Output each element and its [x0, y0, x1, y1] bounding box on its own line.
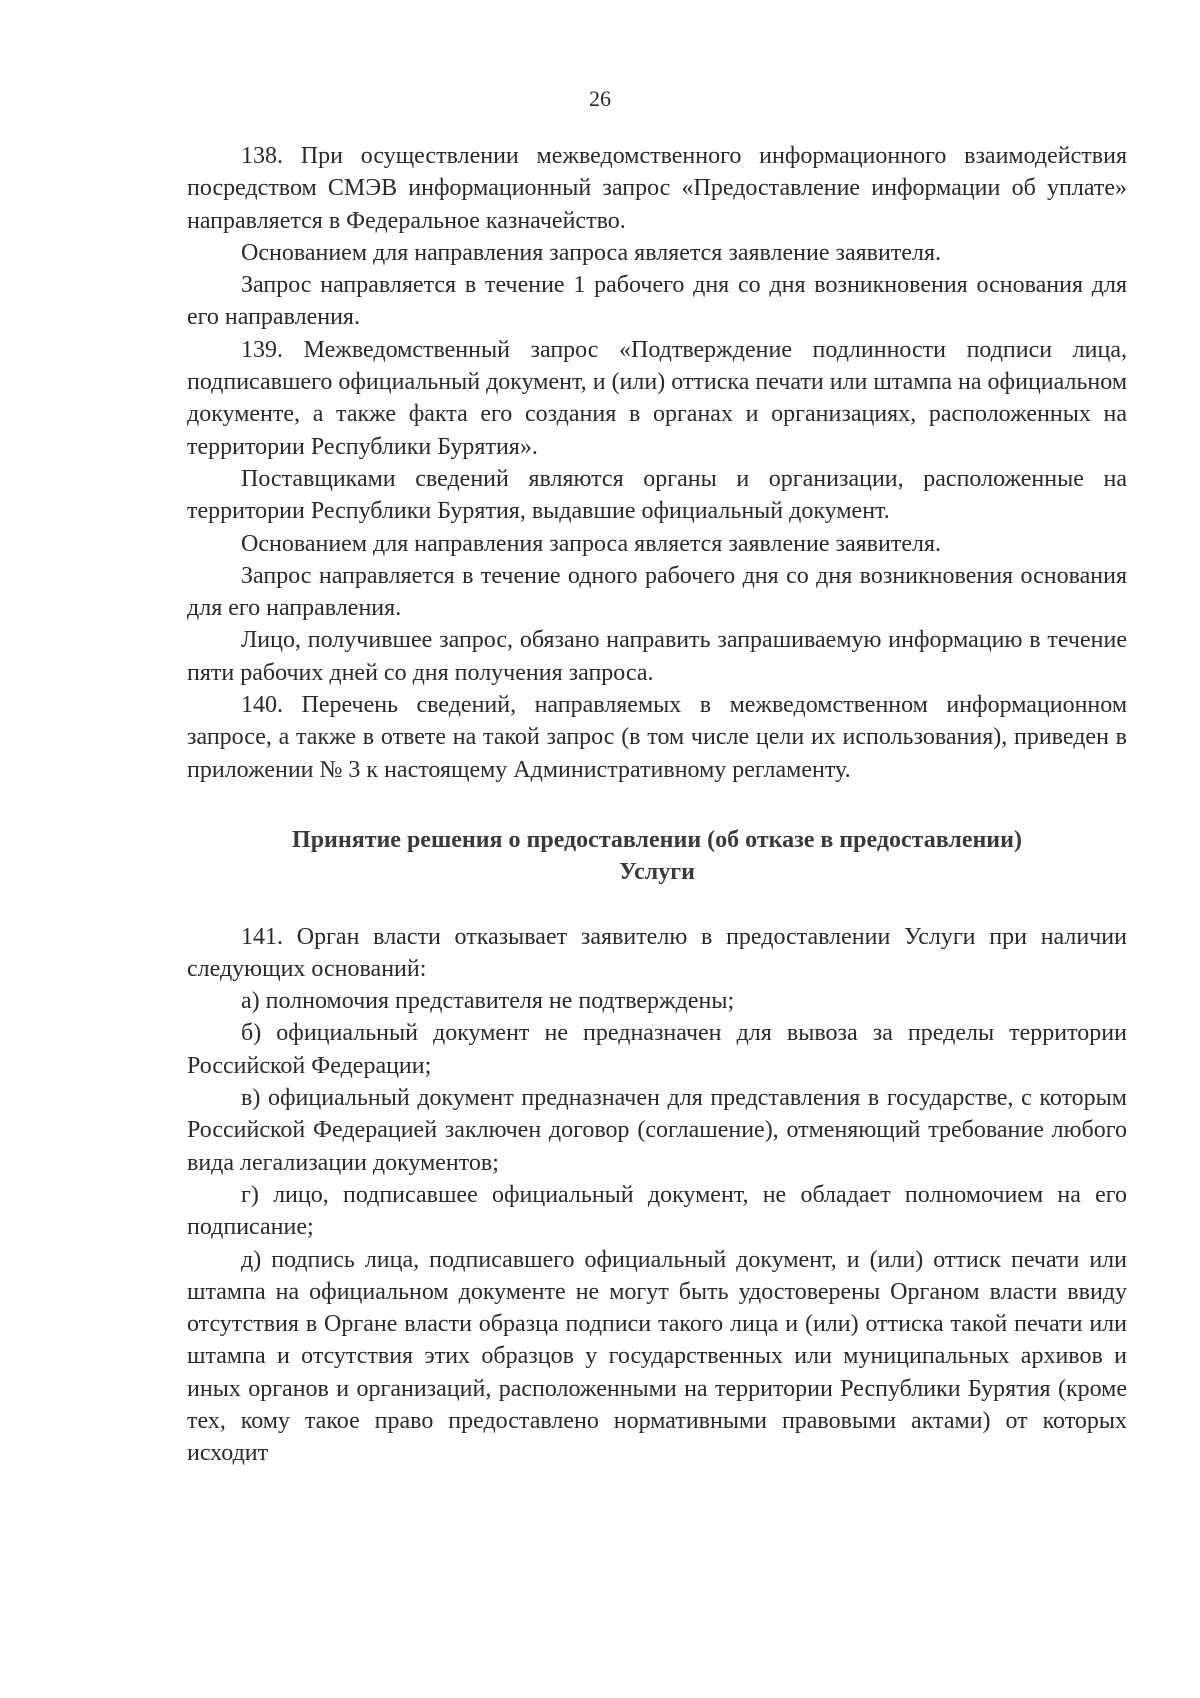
list-item-g: г) лицо, подписавшее официальный документ, не обладает полномочием на его подписание; — [187, 1181, 1127, 1241]
paragraph-139: 139. Межведомственный запрос «Подтверждение подлинности подписи лица, подписавшего официальный документ, и (или) оттиска печати или штампа на официальном документе, а также факта его создания в органах и организациях, расположенных на территории Республики Бурятия». — [187, 336, 1127, 460]
section-heading — [187, 824, 1127, 889]
paragraph: Запрос направляется в течение одного рабочего дня со дня возникновения основания для его направления. — [187, 562, 1127, 622]
paragraph-138: 138. При осуществлении межведомственного информационного взаимодействия посредством СМЭВ информационный запрос «Предоставление информации об уплате» направляется в Федеральное казначейство. — [187, 143, 1127, 234]
paragraph: Поставщиками сведений являются органы и организации, расположенные на территории Республики Бурятия, выдавшие официальный документ. — [187, 465, 1127, 525]
list-item-a: а) полномочия представителя не подтверждены; — [241, 988, 735, 1015]
section-heading-line-1: Принятие решения о предоставлении (об отказе в предоставлении) — [292, 826, 1022, 853]
paragraph-141: 141. Орган власти отказывает заявителю в предоставлении Услуги при наличии следующих оснований: — [187, 923, 1127, 982]
list-item-v: в) официальный документ предназначен для представления в государстве, с которым Российской Федерацией заключен договор (соглашение), отменяющий требование любого вида легализации документов; — [187, 1085, 1127, 1176]
list-item-b: б) официальный документ не предназначен для вывоза за пределы территории Российской Федерации; — [187, 1020, 1127, 1079]
list-item-d: д) подпись лица, подписавшего официальный документ, и (или) оттиск печати или штампа на официальном документе не могут быть удостоверены Органом власти ввиду отсутствия в Органе власти образца подписи такого лица и (или) оттиска такой печати или штампа и отсутствия этих образцов у государственных или муниципальных архивов и иных органов и организаций, расположенными на территории Республики Бурятия (кроме тех, кому такое право предоставлено нормативными правовыми актами) от которых исходит — [187, 1246, 1127, 1467]
paragraph: Лицо, получившее запрос, обязано направить запрашиваемую информацию в течение пяти рабочих дней со дня получения запроса. — [187, 627, 1127, 686]
paragraph-140: 140. Перечень сведений, направляемых в межведомственном информационном запросе, а также в ответе на такой запрос (в том числе цели их использования), приведен в приложении № 3 к настоящему Административному регламенту. — [187, 692, 1127, 783]
paragraph: Запрос направляется в течение 1 рабочего дня со дня возникновения основания для его направления. — [187, 272, 1127, 331]
paragraph: Основанием для направления запроса является заявление заявителя. — [241, 530, 942, 557]
section-heading-line-2: Услуги — [619, 859, 695, 886]
page-number: 26 — [589, 86, 611, 111]
document-body — [187, 140, 1127, 1470]
paragraph: Основанием для направления запроса является заявление заявителя. — [241, 239, 942, 266]
